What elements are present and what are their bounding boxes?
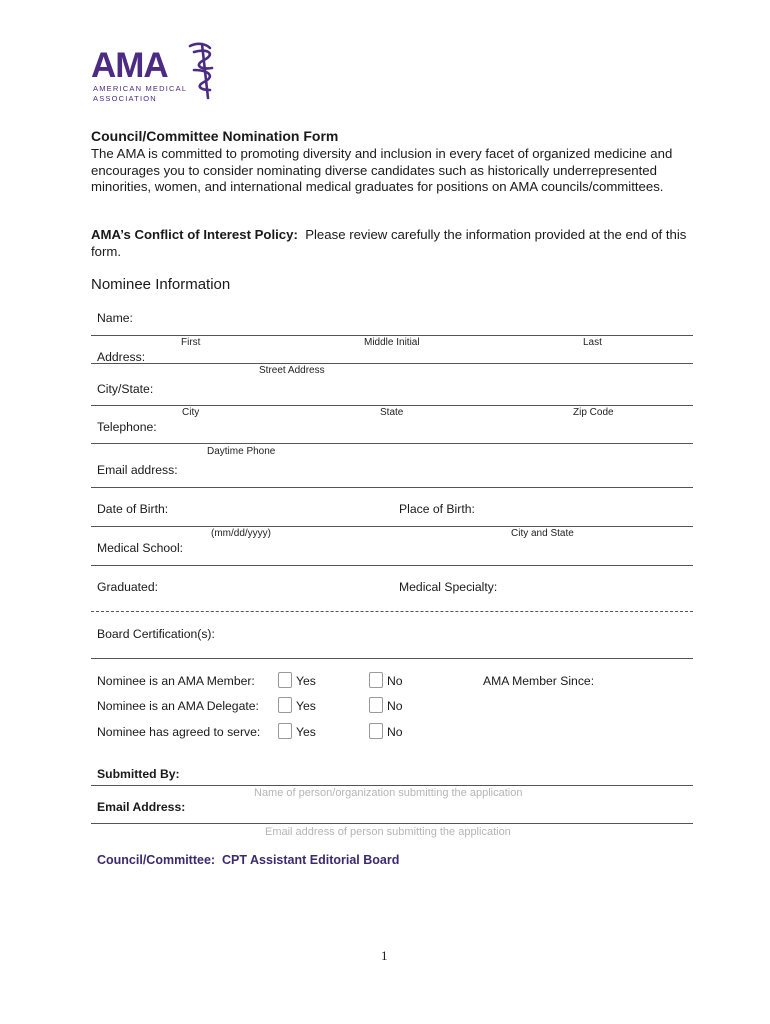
medschool-line[interactable] (91, 565, 693, 566)
pob-hint: City and State (511, 528, 574, 539)
last-caption: Last (583, 337, 602, 348)
medschool-label: Medical School: (97, 541, 184, 555)
city-caption: City (182, 407, 200, 418)
delegate-no-label: No (387, 699, 403, 713)
dob-hint: (mm/dd/yyyy) (211, 528, 271, 539)
question-member-label: Nominee is an AMA Member: (97, 674, 255, 688)
zip-caption: Zip Code (573, 407, 614, 418)
logo-subtitle (93, 84, 187, 104)
member-no-checkbox[interactable] (369, 672, 383, 688)
serve-yes-checkbox[interactable] (278, 723, 292, 739)
council-label: Council/Committee: (97, 853, 216, 867)
email-label: Email address: (97, 463, 178, 477)
submitted-by-label: Submitted By: (97, 767, 180, 781)
street-caption: Street Address (259, 365, 325, 376)
submitted-by-placeholder: Name of person/organization submitting the application (254, 787, 523, 799)
submitter-email-placeholder: Email address of person submitting the application (265, 826, 511, 838)
serve-yes-label: Yes (296, 725, 316, 739)
member-yes-label: Yes (296, 674, 316, 688)
address-label: Address: (97, 350, 146, 364)
logo-wordmark: AMA (91, 46, 168, 85)
delegate-yes-checkbox[interactable] (278, 697, 292, 713)
submitted-by-line[interactable] (91, 785, 693, 786)
question-serve-label: Nominee has agreed to serve: (97, 725, 261, 739)
middle-caption: Middle Initial (364, 337, 420, 348)
member-no-label: No (387, 674, 403, 688)
board-label: Board Certification(s): (97, 627, 215, 641)
address-line[interactable] (91, 363, 693, 364)
daytime-caption: Daytime Phone (207, 446, 276, 457)
intro-paragraph: The AMA is committed to promoting diversity and inclusion in every facet of organized medicine and encourages you to consider nominating diverse candidates such as historically underrepresented minorities, women, and international medical graduates for positions on AMA councils/committees. (91, 146, 673, 194)
dob-label: Date of Birth: (97, 502, 169, 516)
email-line[interactable] (91, 487, 693, 488)
question-delegate-label: Nominee is an AMA Delegate: (97, 699, 259, 713)
dob-pob-line[interactable] (91, 526, 693, 527)
graduated-specialty-line[interactable] (91, 611, 693, 612)
citystate-label: City/State: (97, 382, 154, 396)
member-yes-checkbox[interactable] (278, 672, 292, 688)
citystate-line[interactable] (91, 405, 693, 406)
serve-no-label: No (387, 725, 403, 739)
delegate-no-checkbox[interactable] (369, 697, 383, 713)
form-title: Council/Committee Nomination Form (91, 128, 339, 144)
telephone-label: Telephone: (97, 420, 157, 434)
section-title: Nominee Information (91, 276, 231, 293)
delegate-yes-label: Yes (296, 699, 316, 713)
specialty-label: Medical Specialty: (399, 580, 498, 594)
name-label: Name: (97, 311, 133, 325)
council-committee (97, 853, 399, 867)
conflict-policy-paragraph (91, 227, 691, 260)
serve-no-checkbox[interactable] (369, 723, 383, 739)
logo-line-2: ASSOCIATION (93, 94, 157, 103)
council-value: CPT Assistant Editorial Board (222, 853, 400, 867)
conflict-policy-label: AMA’s Conflict of Interest Policy: (91, 227, 298, 242)
member-since-label: AMA Member Since: (483, 674, 595, 688)
first-caption: First (181, 337, 201, 348)
submitter-email-label: Email Address: (97, 800, 186, 814)
graduated-label: Graduated: (97, 580, 158, 594)
submitter-email-line[interactable] (91, 823, 693, 824)
pob-label: Place of Birth: (399, 502, 475, 516)
page-number: 1 (381, 948, 388, 963)
logo-line-1: AMERICAN MEDICAL (93, 84, 188, 93)
conflict-policy-text: Please review carefully the information provided at the end of this form. (91, 227, 687, 259)
name-line[interactable] (91, 335, 693, 336)
state-caption: State (380, 407, 404, 418)
board-line[interactable] (91, 658, 693, 659)
telephone-line[interactable] (91, 443, 693, 444)
